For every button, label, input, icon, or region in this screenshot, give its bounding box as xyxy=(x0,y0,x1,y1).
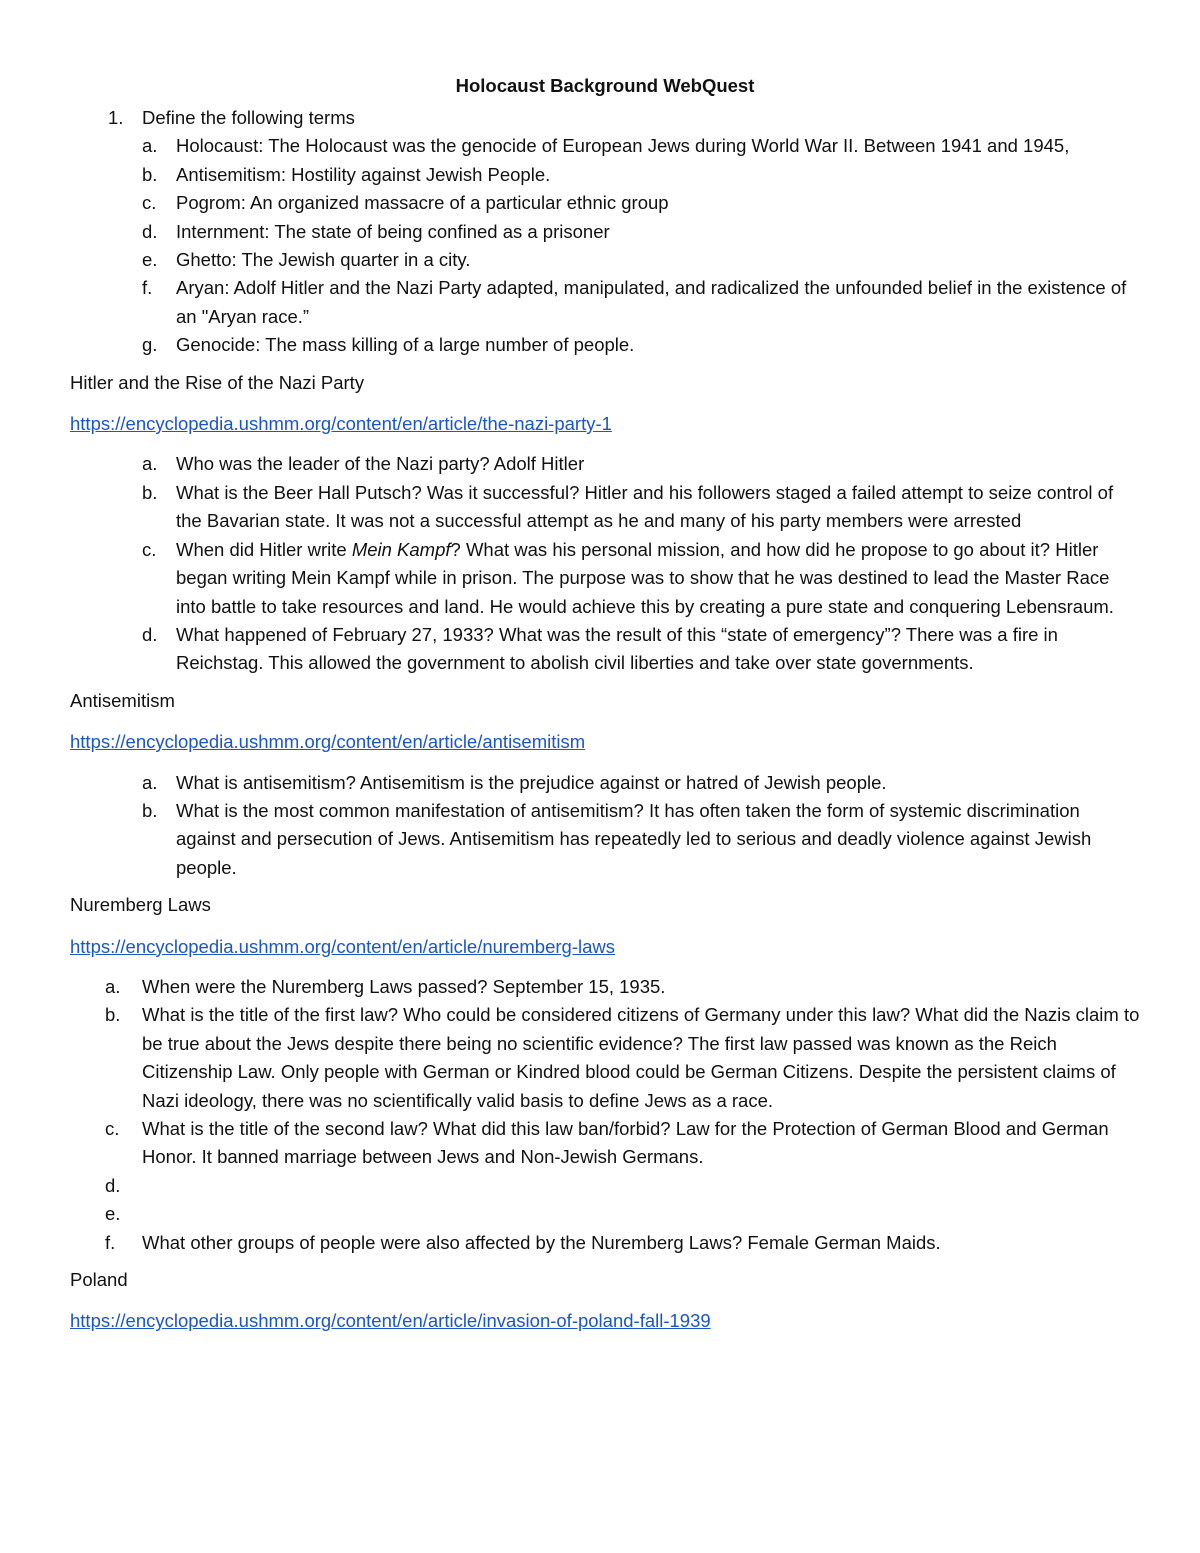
list-marker: d. xyxy=(142,220,158,242)
list-item-text: Holocaust: The Holocaust was the genocide of European Jews during World War II. Between 1941 and 1945, xyxy=(176,135,1070,157)
list-item-text: What is the title of the second law? What did this law ban/forbid? Law for the Protection of German Blood and German Honor. It banned marriage between Jews and Non-Jewish Germans. xyxy=(142,1118,1109,1168)
list-marker: c. xyxy=(142,192,157,214)
list-item xyxy=(70,1229,1140,1257)
list-marker: g. xyxy=(142,334,158,356)
list-item-text: What is the Beer Hall Putsch? Was it successful? Hitler and his followers staged a failed attempt to seize control of the Bavarian state. It was not a successful attempt as he and many of his party members were arrested xyxy=(176,481,1114,532)
list-marker: b. xyxy=(142,799,158,821)
list-marker: c. xyxy=(142,538,157,560)
link-antisemitism[interactable]: https://encyclopedia.ushmm.org/content/en/article/antisemitism xyxy=(70,731,586,753)
list-item-text xyxy=(142,1172,1140,1200)
list-item xyxy=(70,973,1140,1001)
section-heading-poland: Poland xyxy=(70,1269,128,1291)
list-marker: c. xyxy=(105,1118,120,1139)
list-item xyxy=(70,536,1140,621)
link-nuremberg[interactable]: https://encyclopedia.ushmm.org/content/en/article/nuremberg-laws xyxy=(70,935,615,957)
section-heading-antisemitism: Antisemitism xyxy=(70,689,175,711)
list-item-text: When were the Nuremberg Laws passed? September 15, 1935. xyxy=(142,975,666,997)
document-page xyxy=(70,74,1140,1348)
list-item-text: Antisemitism: Hostility against Jewish People. xyxy=(176,163,551,185)
list-item-text: Who was the leader of the Nazi party? Adolf Hitler xyxy=(176,453,585,475)
list-marker: a. xyxy=(142,453,158,475)
list-item-text: What is antisemitism? Antisemitism is the prejudice against or hatred of Jewish people. xyxy=(176,771,887,793)
question-prompt: Define the following terms xyxy=(142,107,355,128)
section-heading-nazi-party: Hitler and the Rise of the Nazi Party xyxy=(70,371,365,393)
list-item xyxy=(70,1200,1140,1228)
list-item-text: What is the most common manifestation of antisemitism? It has often taken the form of systemic discrimination against and persecution of Jews. Antisemitism has repeatedly led to serious and deadly violence against Jewish people. xyxy=(176,799,1092,878)
list-item-text: What is the title of the first law? Who could be considered citizens of Germany under this law? What did the Nazis claim to be true about the Jews despite there being no scientific evidence? The first law passed was known as the Reich Citizenship Law. Only people with German or Kindred blood could be German Citizens. Despite the persistent claims of Nazi ideology, there was no scientifically valid basis to define Jews as a race. xyxy=(142,1004,1140,1111)
list-item xyxy=(70,189,1140,217)
list-item-text: What other groups of people were also affected by the Nuremberg Laws? Female German Maids. xyxy=(142,1231,941,1253)
list-item-text: What happened of February 27, 1933? What was the result of this “state of emergency”? There was a fire in Reichstag. This allowed the government to abolish civil liberties and take over state governments. xyxy=(176,623,1058,674)
list-marker: e. xyxy=(105,1203,121,1225)
list-marker: b. xyxy=(142,481,158,503)
question-answer-text: ? What was his personal mission, and how did he propose to go about it? Hitler began writing Mein Kampf while in prison. The purpose was to show that he was destined to lead the Master Race into battle to take resources and land. He would achieve this by creating a pure state and conquering Lebensraum. xyxy=(176,538,1114,617)
question-1 xyxy=(70,104,1140,132)
list-item xyxy=(70,274,1140,331)
list-marker: a. xyxy=(105,975,121,997)
list-item-text: Ghetto: The Jewish quarter in a city. xyxy=(176,249,471,271)
list-item xyxy=(70,331,1140,359)
list-item xyxy=(70,479,1140,536)
list-marker: 1. xyxy=(108,107,124,128)
list-marker: d. xyxy=(105,1174,121,1196)
list-item xyxy=(70,797,1140,882)
book-title: Mein Kampf xyxy=(351,538,451,560)
list-item-text xyxy=(176,536,1140,621)
list-item-text: Aryan: Adolf Hitler and the Nazi Party adapted, manipulated, and radicalized the unfounded belief in the existence of an "Aryan race.” xyxy=(176,277,1127,327)
list-marker: d. xyxy=(142,623,158,645)
list-item xyxy=(70,1115,1140,1172)
list-item-text: Internment: The state of being confined as a prisoner xyxy=(176,220,610,242)
list-item xyxy=(70,1172,1140,1200)
list-item-text: Pogrom: An organized massacre of a particular ethnic group xyxy=(176,192,669,214)
section-heading-nuremberg: Nuremberg Laws xyxy=(70,894,211,916)
list-item xyxy=(70,621,1140,678)
list-item xyxy=(70,246,1140,274)
link-nazi-party[interactable]: https://encyclopedia.ushmm.org/content/en/article/the-nazi-party-1 xyxy=(70,413,612,435)
list-item xyxy=(70,450,1140,478)
list-item xyxy=(70,161,1140,189)
list-marker: b. xyxy=(105,1004,121,1026)
list-marker: a. xyxy=(142,771,158,793)
list-item xyxy=(70,1001,1140,1115)
list-item-text xyxy=(142,1200,1140,1228)
list-item xyxy=(70,218,1140,246)
list-marker: b. xyxy=(142,163,158,185)
list-item xyxy=(70,132,1140,160)
list-item-text: Genocide: The mass killing of a large number of people. xyxy=(176,334,635,356)
list-marker: f. xyxy=(105,1231,116,1253)
link-poland[interactable]: https://encyclopedia.ushmm.org/content/en/article/invasion-of-poland-fall-1939 xyxy=(70,1310,711,1332)
list-marker: e. xyxy=(142,249,158,271)
document-title: Holocaust Background WebQuest xyxy=(455,75,755,96)
list-item xyxy=(70,769,1140,797)
question-text: When did Hitler write xyxy=(176,538,352,560)
list-marker: f. xyxy=(142,277,153,299)
list-marker: a. xyxy=(142,135,158,157)
